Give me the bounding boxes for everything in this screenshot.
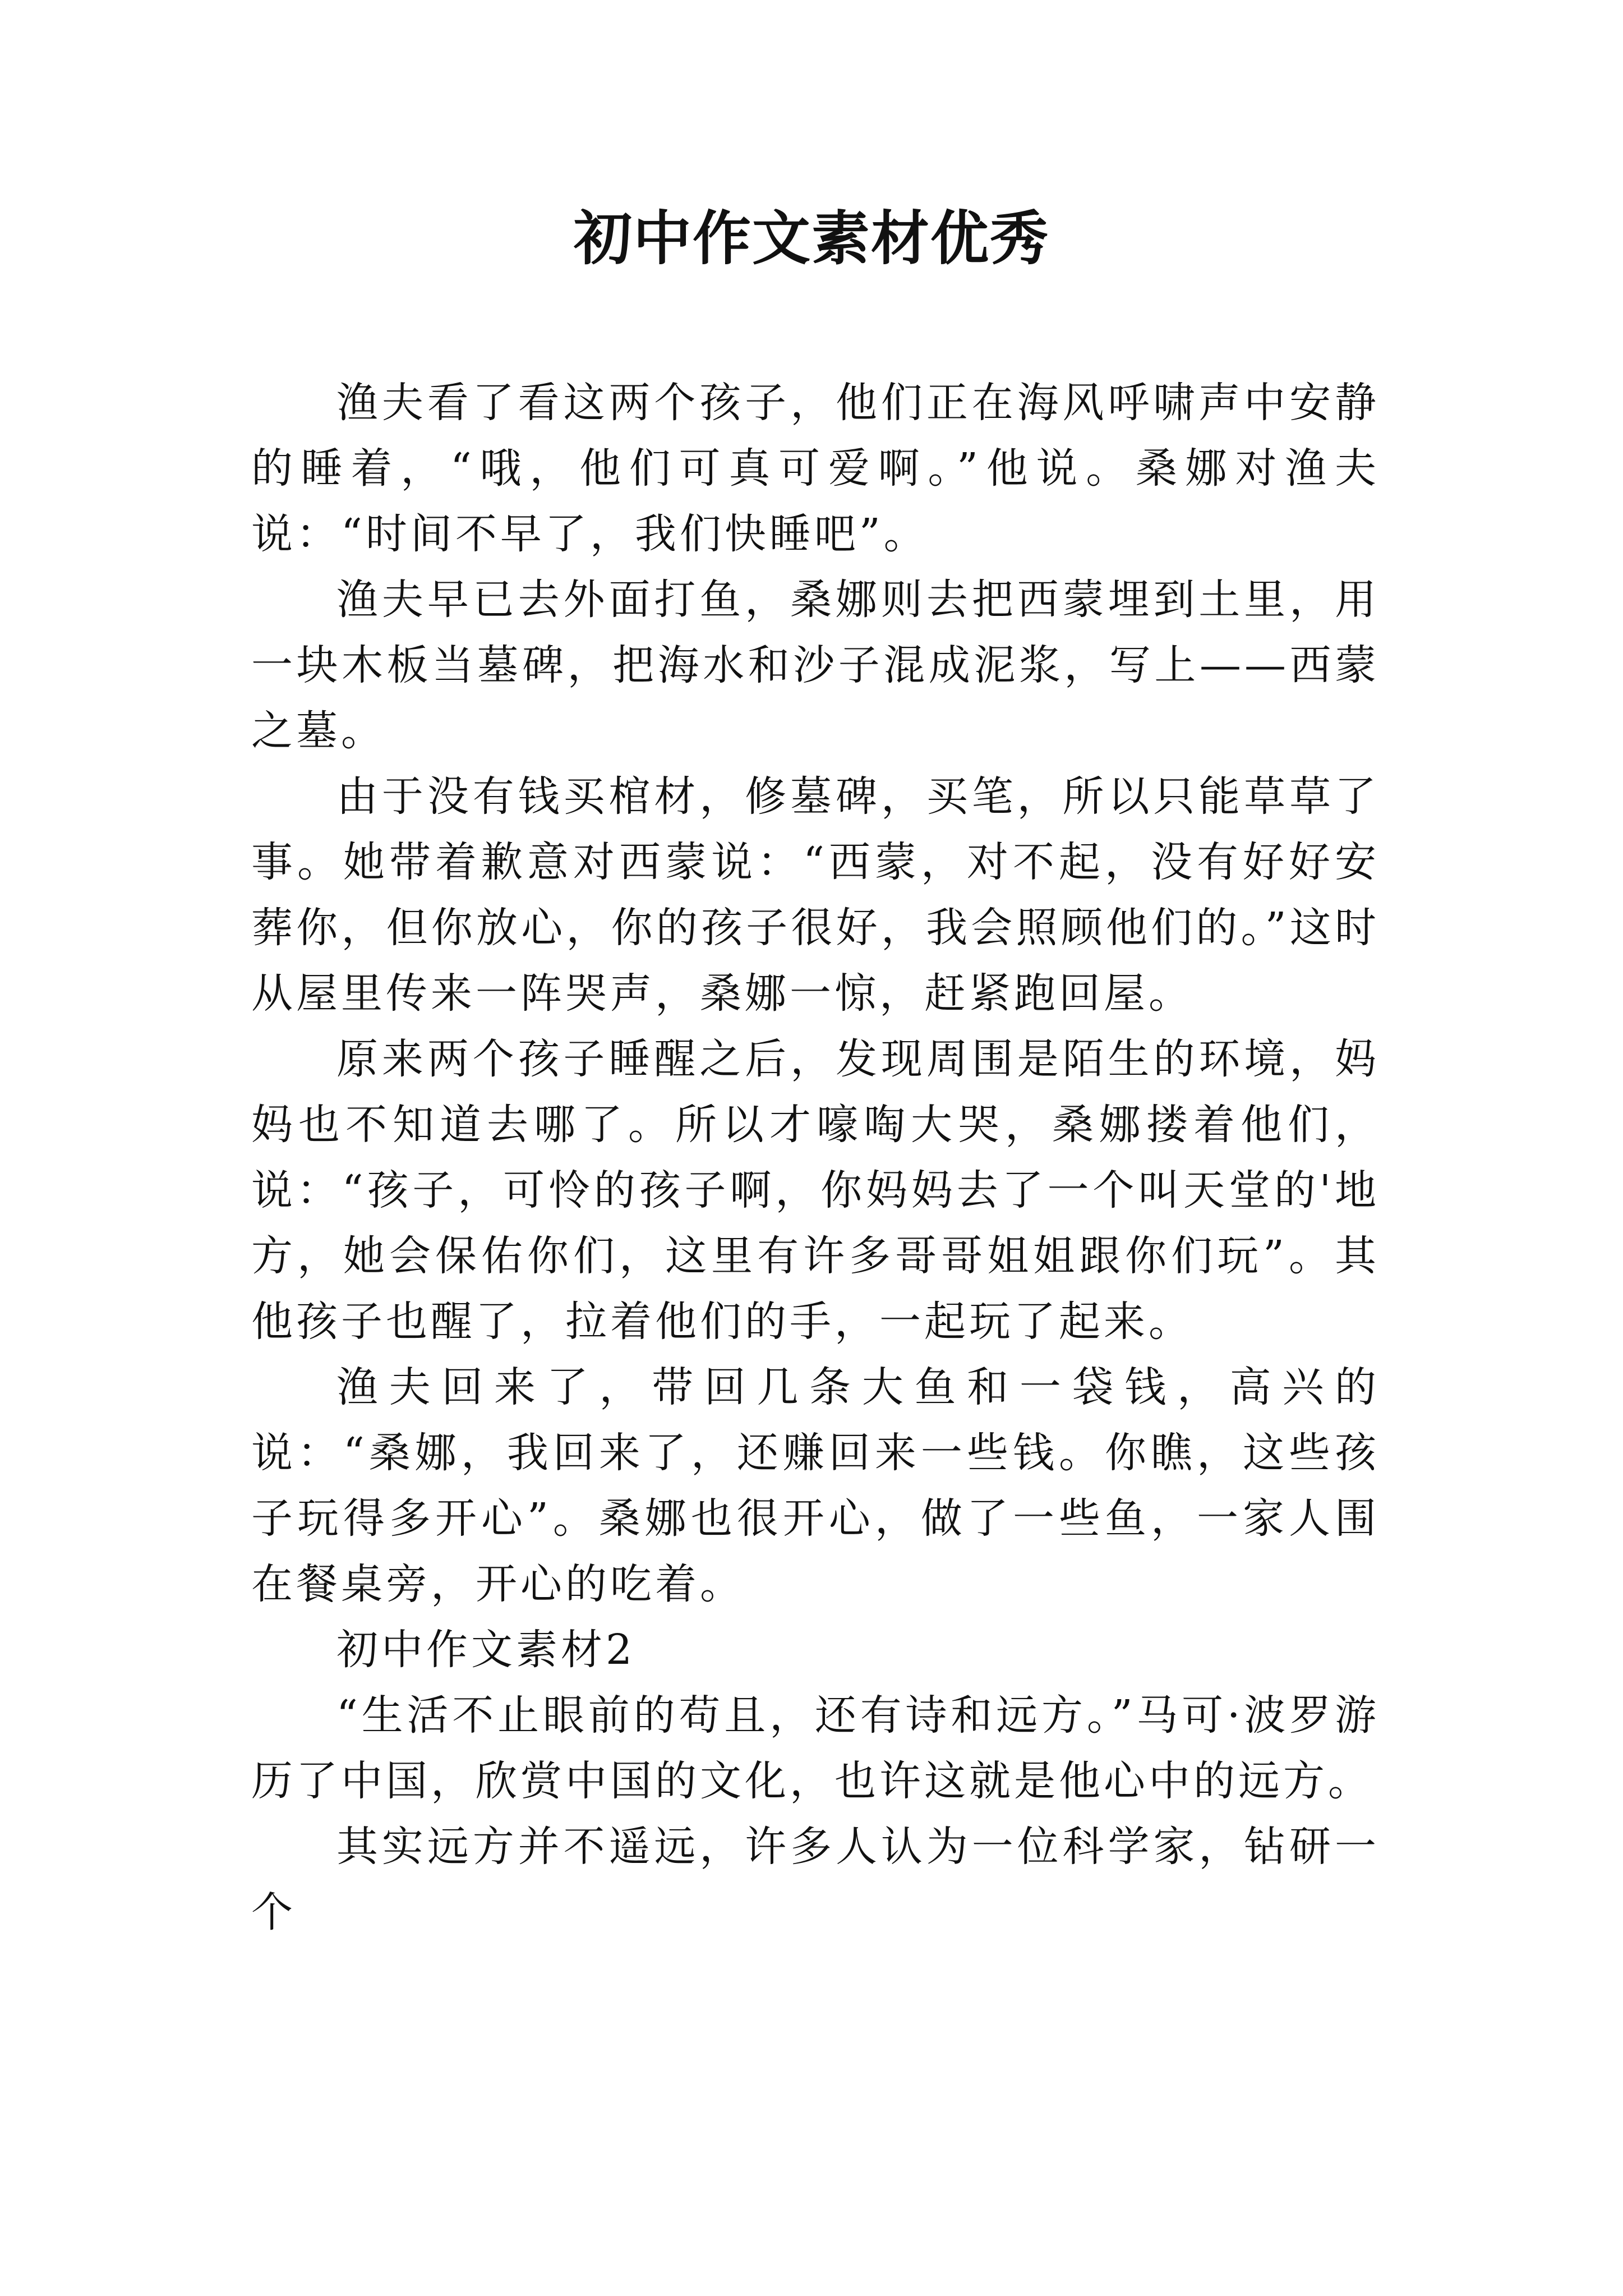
paragraph: 渔夫看了看这两个孩子，他们正在海风呼啸声中安静的睡着，“哦，他们可真可爱啊。”他说。桑娜对渔夫说：“时间不早了，我们快睡吧”。 bbox=[251, 379, 1380, 558]
paragraph: “生活不止眼前的苟且，还有诗和远方。”马可·波罗游历了中国，欣赏中国的文化，也许这就是他心中的远方。 bbox=[251, 1691, 1380, 1805]
section-heading: 初中作文素材2 bbox=[336, 1626, 636, 1674]
paragraph: 渔夫回来了，带回几条大鱼和一袋钱，高兴的说：“桑娜，我回来了，还赚回来一些钱。你瞧，这些孩子玩得多开心”。桑娜也很开心，做了一些鱼，一家人围在餐桌旁，开心的吃着。 bbox=[251, 1363, 1380, 1608]
paragraph: 原来两个孩子睡醒之后，发现周围是陌生的环境，妈妈也不知道去哪了。所以才嚎啕大哭，桑娜搂着他们，说：“孩子，可怜的孩子啊，你妈妈去了一个叫天堂的'地方，她会保佑你们，这里有许多哥哥姐姐跟你们玩”。其他孩子也醒了，拉着他们的手，一起玩了起来。 bbox=[251, 1035, 1380, 1346]
paragraph: 其实远方并不遥远，许多人认为一位科学家，钻研一个 bbox=[251, 1823, 1380, 1936]
document-body bbox=[251, 370, 1380, 1945]
document-title: 初中作文素材优秀 bbox=[573, 204, 1049, 273]
paragraph: 渔夫早已去外面打鱼，桑娜则去把西蒙埋到土里，用一块木板当墓碑，把海水和沙子混成泥浆，写上——西蒙之墓。 bbox=[251, 576, 1380, 755]
paragraph: 由于没有钱买棺材，修墓碑，买笔，所以只能草草了事。她带着歉意对西蒙说：“西蒙，对不起，没有好好安葬你，但你放心，你的孩子很好，我会照顾他们的。”这时从屋里传来一阵哭声，桑娜一惊，赶紧跑回屋。 bbox=[251, 772, 1380, 1018]
